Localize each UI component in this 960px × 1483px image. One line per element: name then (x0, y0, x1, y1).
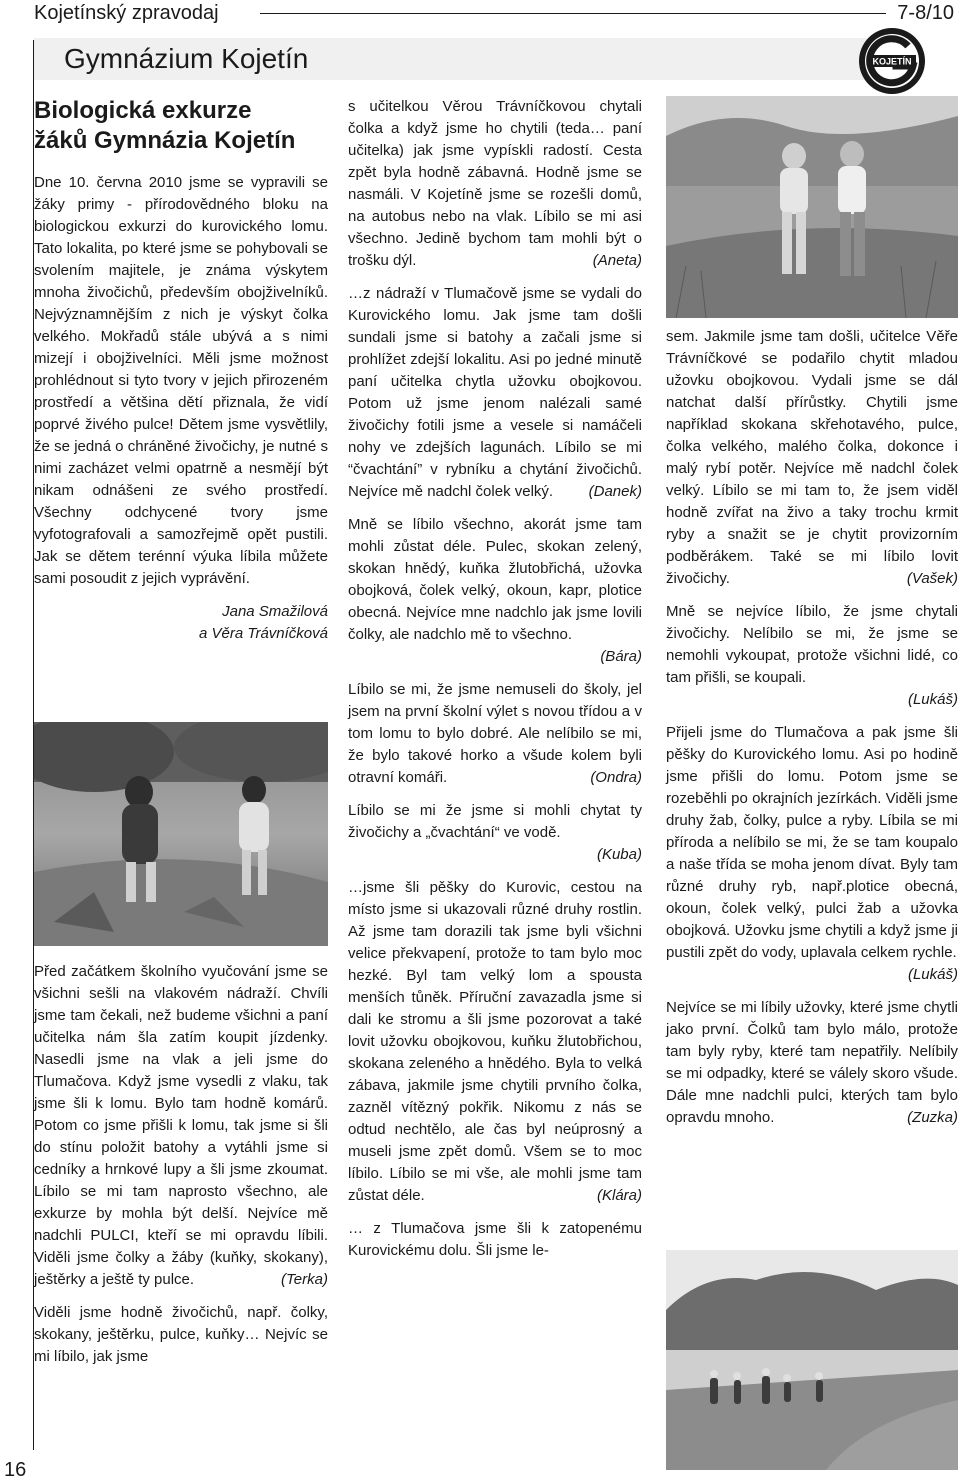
bara-signature: (Bára) (600, 648, 642, 665)
klara-signature: (Klára) (596, 1187, 642, 1204)
intro-paragraph: Dne 10. června 2010 jsme se vypravili se žáky primy - přírodovědného bloku na biologickou exkurzi do kurovického lomu. Tato lokalita, po které jsme se pohybovali se svolením majitele, je známa výskytem mnoha živočichů, především obojživelníků. Nejvýznamnějším z nich je výskyt čolka velkého. Mokřadů stále ubývá a s nimi mizejí i obojživelníci. Měli jsme možnost prohlédnout si tyto tvory v jejich přirozeném prostředí a většina dětí přiznala, že vidí poprvé živého pulce! Dětem jsme vysvětlily, že se jedná o chráněné živočichy, je nutné s nimi zacházet velmi opatrně a nesmějí být nikam odnášeni ze svého prostředí. Všechny odchycené tvory jsme vyfotografovali a samozřejmě opět pustili. Jak se dětem terénní výuka líbila můžete sami posoudit z jejich vyprávění. (34, 174, 328, 587)
publication-name: Kojetínský zpravodaj (34, 2, 219, 24)
header-rule (260, 13, 886, 14)
author-signature-1: Jana Smažilová (222, 603, 328, 620)
danek-paragraph: …z nádraží v Tlumačově jsme se vydali do Kurovického lomu. Jak jsme tam došli sundali jsme si batohy a začali jsme si prohlížet zdejší lokalitu. Asi po jedné minutě paní učitelka chytla užovku obojkovou. Potom už jsme jenom nalézali samé živočichy fotili jsme a vesele si namáčeli nohy ve zdejších lagunách. Líbilo se mi “čvachtání” v rybníku a chytání živočichů. Nejvíce mě nadchl čolek velký. (Danek) (348, 283, 642, 503)
column-2 (348, 96, 642, 1262)
column-3 (666, 326, 958, 1129)
article-title-line1: Biologická exkurze (34, 97, 252, 124)
lukas-signature-2: (Lukáš) (907, 966, 958, 983)
school-logo (856, 26, 928, 96)
terka-signature: (Terka) (281, 1271, 328, 1288)
intro-column (34, 172, 328, 645)
page-number: 16 (4, 1459, 27, 1481)
vasek-signature: (Vašek) (906, 570, 958, 587)
svg-text:KOJETÍN: KOJETÍN (872, 56, 912, 67)
bara-paragraph: Mně se líbilo všechno, akorát jsme tam mohli zůstat déle. Pulec, skokan zelený, skokan hnědý, kuňka žlutobřichá, užovka obojková, čolek velký, okoun, kapr, plotice obecná. Nejvíce mne nadchlo jak jsme lovili čolky, ale nadchlo mě to všechno. (Bára) (348, 514, 642, 668)
terka-paragraph: Před začátkem školního vyučování jsme se všichni sešli na vlakovém nádraží. Chvíli jsme tam čekali, než budeme všichni a paní učitelka nám šla zatím koupit jízdenky. Nasedli jsme na vlak a jeli jsme do Tlumačova. Když jsme vysedli z vlaku, tak jsme šli k lomu. Bylo tam hodně komárů. Potom co jsme přišli k lomu, tak jsme si šli do stínu položit batohy a vytáhli jsme si cedníky a hrnkové lupy a šli jsme zkoumat. Líbilo se mi tam naprosto všechno, ale exkurze by mohla být delší. Nejvíce mě nadchli PULCI, kteří se mi opravdu líbili. Viděli jsme čolky a žáby (kuňky, skokany), ještěrky a ještě ty pulce. (Terka) (34, 961, 328, 1291)
column-1-lower (34, 961, 328, 1368)
klara-paragraph: …jsme šli pěšky do Kurovic, cestou na místo jsme si ukazovali různé druhy rostlin. Až jsme tam dorazili tak jsme byli všichni velice překvapení, protože to tam bylo moc hezké. Byl tam velký lom a spousta menších tůněk. Příruční zavazadla jsme si dali ke stromu a šli jsme pozorovat a také lovit užovku obojkovou, kuňku žlutobřichou, skokana zeleného a hnědého. Byla to velká zábava, jakmile jsme chytili prvního čolka, zazněl vítězný pokřik. Nikomu z nás se odtud nechtělo, ale čas byl neúprosný a museli jsme zpět domů. Všem se to moc líbilo. Líbilo se mi vše, ale mohli jsme tam zůstat déle. (Klára) (348, 877, 642, 1207)
photo-two-boys (666, 96, 958, 318)
zuzka-paragraph: Nejvíce se mi líbily užovky, které jsme chytli jako první. Čolků tam bylo málo, protože tam byly ryby, které tam nepatřily. Nelíbily se mi odpadky, které se válely skoro všude. Dále mne nadchli pulci, kterých tam bylo opravdu mnoho. (Zuzka) (666, 997, 958, 1129)
vasek-paragraph-cont: sem. Jakmile jsme tam došli, učitelce Věře Trávníčkové se podařilo chytit mladou užovku obojkovou. Vydali jsme se dál natchat další přírůstky. Chytili jsme například skokana skřehotavého, pulce, čolka velkého, malého čolka, dokonce i malý rybí potěr. Nejvíce mě nadchl čolek velký. Líbilo se mi tam to, že jsem viděl hodně zvířat na živo a taky trochu krmit ryby a snažit se je chytit provizorním podběrákem. Také se mi líbilo lovit živočichy. (Vašek) (666, 326, 958, 590)
section-title: Gymnázium Kojetín (64, 43, 309, 74)
aneta-signature: (Aneta) (592, 252, 642, 269)
lukas-signature-1: (Lukáš) (907, 691, 958, 708)
school-logo-icon (856, 26, 928, 96)
aneta-paragraph-start: Viděli jsme hodně živočichů, např. čolky, skokany, ještěrku, pulce, kuňky… Nejvíc se mi líbilo, jak jsme (34, 1304, 328, 1365)
vasek-paragraph-start: … z Tlumačova jsme šli k zatopenému Kurovickému dolu. Šli jsme le- (348, 1220, 642, 1259)
author-signature-2: a Věra Trávníčková (199, 625, 328, 642)
issue-number: 7-8/10 (897, 2, 954, 24)
lukas-paragraph-1: Mně se nejvíce líbilo, že jsme chytali živočichy. Nelíbilo se mi, že jsme se nemohli vykoupat, protože všichni lidé, co tam přišli, se koupali. (Lukáš) (666, 601, 958, 711)
zuzka-signature: (Zuzka) (907, 1109, 958, 1126)
kuba-paragraph: Líbilo se mi že jsme si mohli chytat ty živočichy a „čvachtání“ ve vodě. (Kuba) (348, 800, 642, 866)
ondra-paragraph: Líbilo se mi, že jsme nemuseli do školy, jel jsem na první školní výlet s novou třídou a v tom lomu to bylo dobré. Ale nelíbilo se mi, že bylo takové horko a všude kolem byli otravní komáři. (Ondra) (348, 679, 642, 789)
article-title (34, 96, 334, 156)
lukas-paragraph-2: Přijeli jsme do Tlumačova a pak jsme šli pěšky do Kurovického lomu. Asi po hodině jsme přišli do lomu. Potom jsme se rozeběhli po okrajních jezírkách. Viděli jsme druhy žab, čolky, pulce a ryby. Líbila se mi příroda a nelíbilo se mi, že se tam koupalo a naše třída se moha jenom dívat. Byly tam různé druhy ryb, např.plotice obecná, okoun, čolek velký, pulci žab a užovka obojková. Užovku jsme chytili a když jsme ji pustili zpět do vody, uplavala celkem rychle. (Lukáš) (666, 722, 958, 986)
photo-group-at-lake (666, 1250, 958, 1470)
photo-pupils-in-water (34, 722, 328, 946)
ondra-signature: (Ondra) (590, 769, 642, 786)
danek-signature: (Danek) (588, 483, 642, 500)
aneta-paragraph-cont: s učitelkou Věrou Trávníčkovou chytali čolka a když jsme ho chytili (teda… paní učitelka) jak jsme vypískli radostí. Cesta zpět byla hodně zábavná. Hodně jsme se nasmáli. V Kojetíně jsme se rozešli domů, na autobus nebo na vlak. Líbilo se mi asi všechno. Jedině bychom tam mohli být o trošku dýl. (Aneta) (348, 96, 642, 272)
article-title-line2: žáků Gymnázia Kojetín (34, 127, 296, 154)
kuba-signature: (Kuba) (596, 846, 642, 863)
